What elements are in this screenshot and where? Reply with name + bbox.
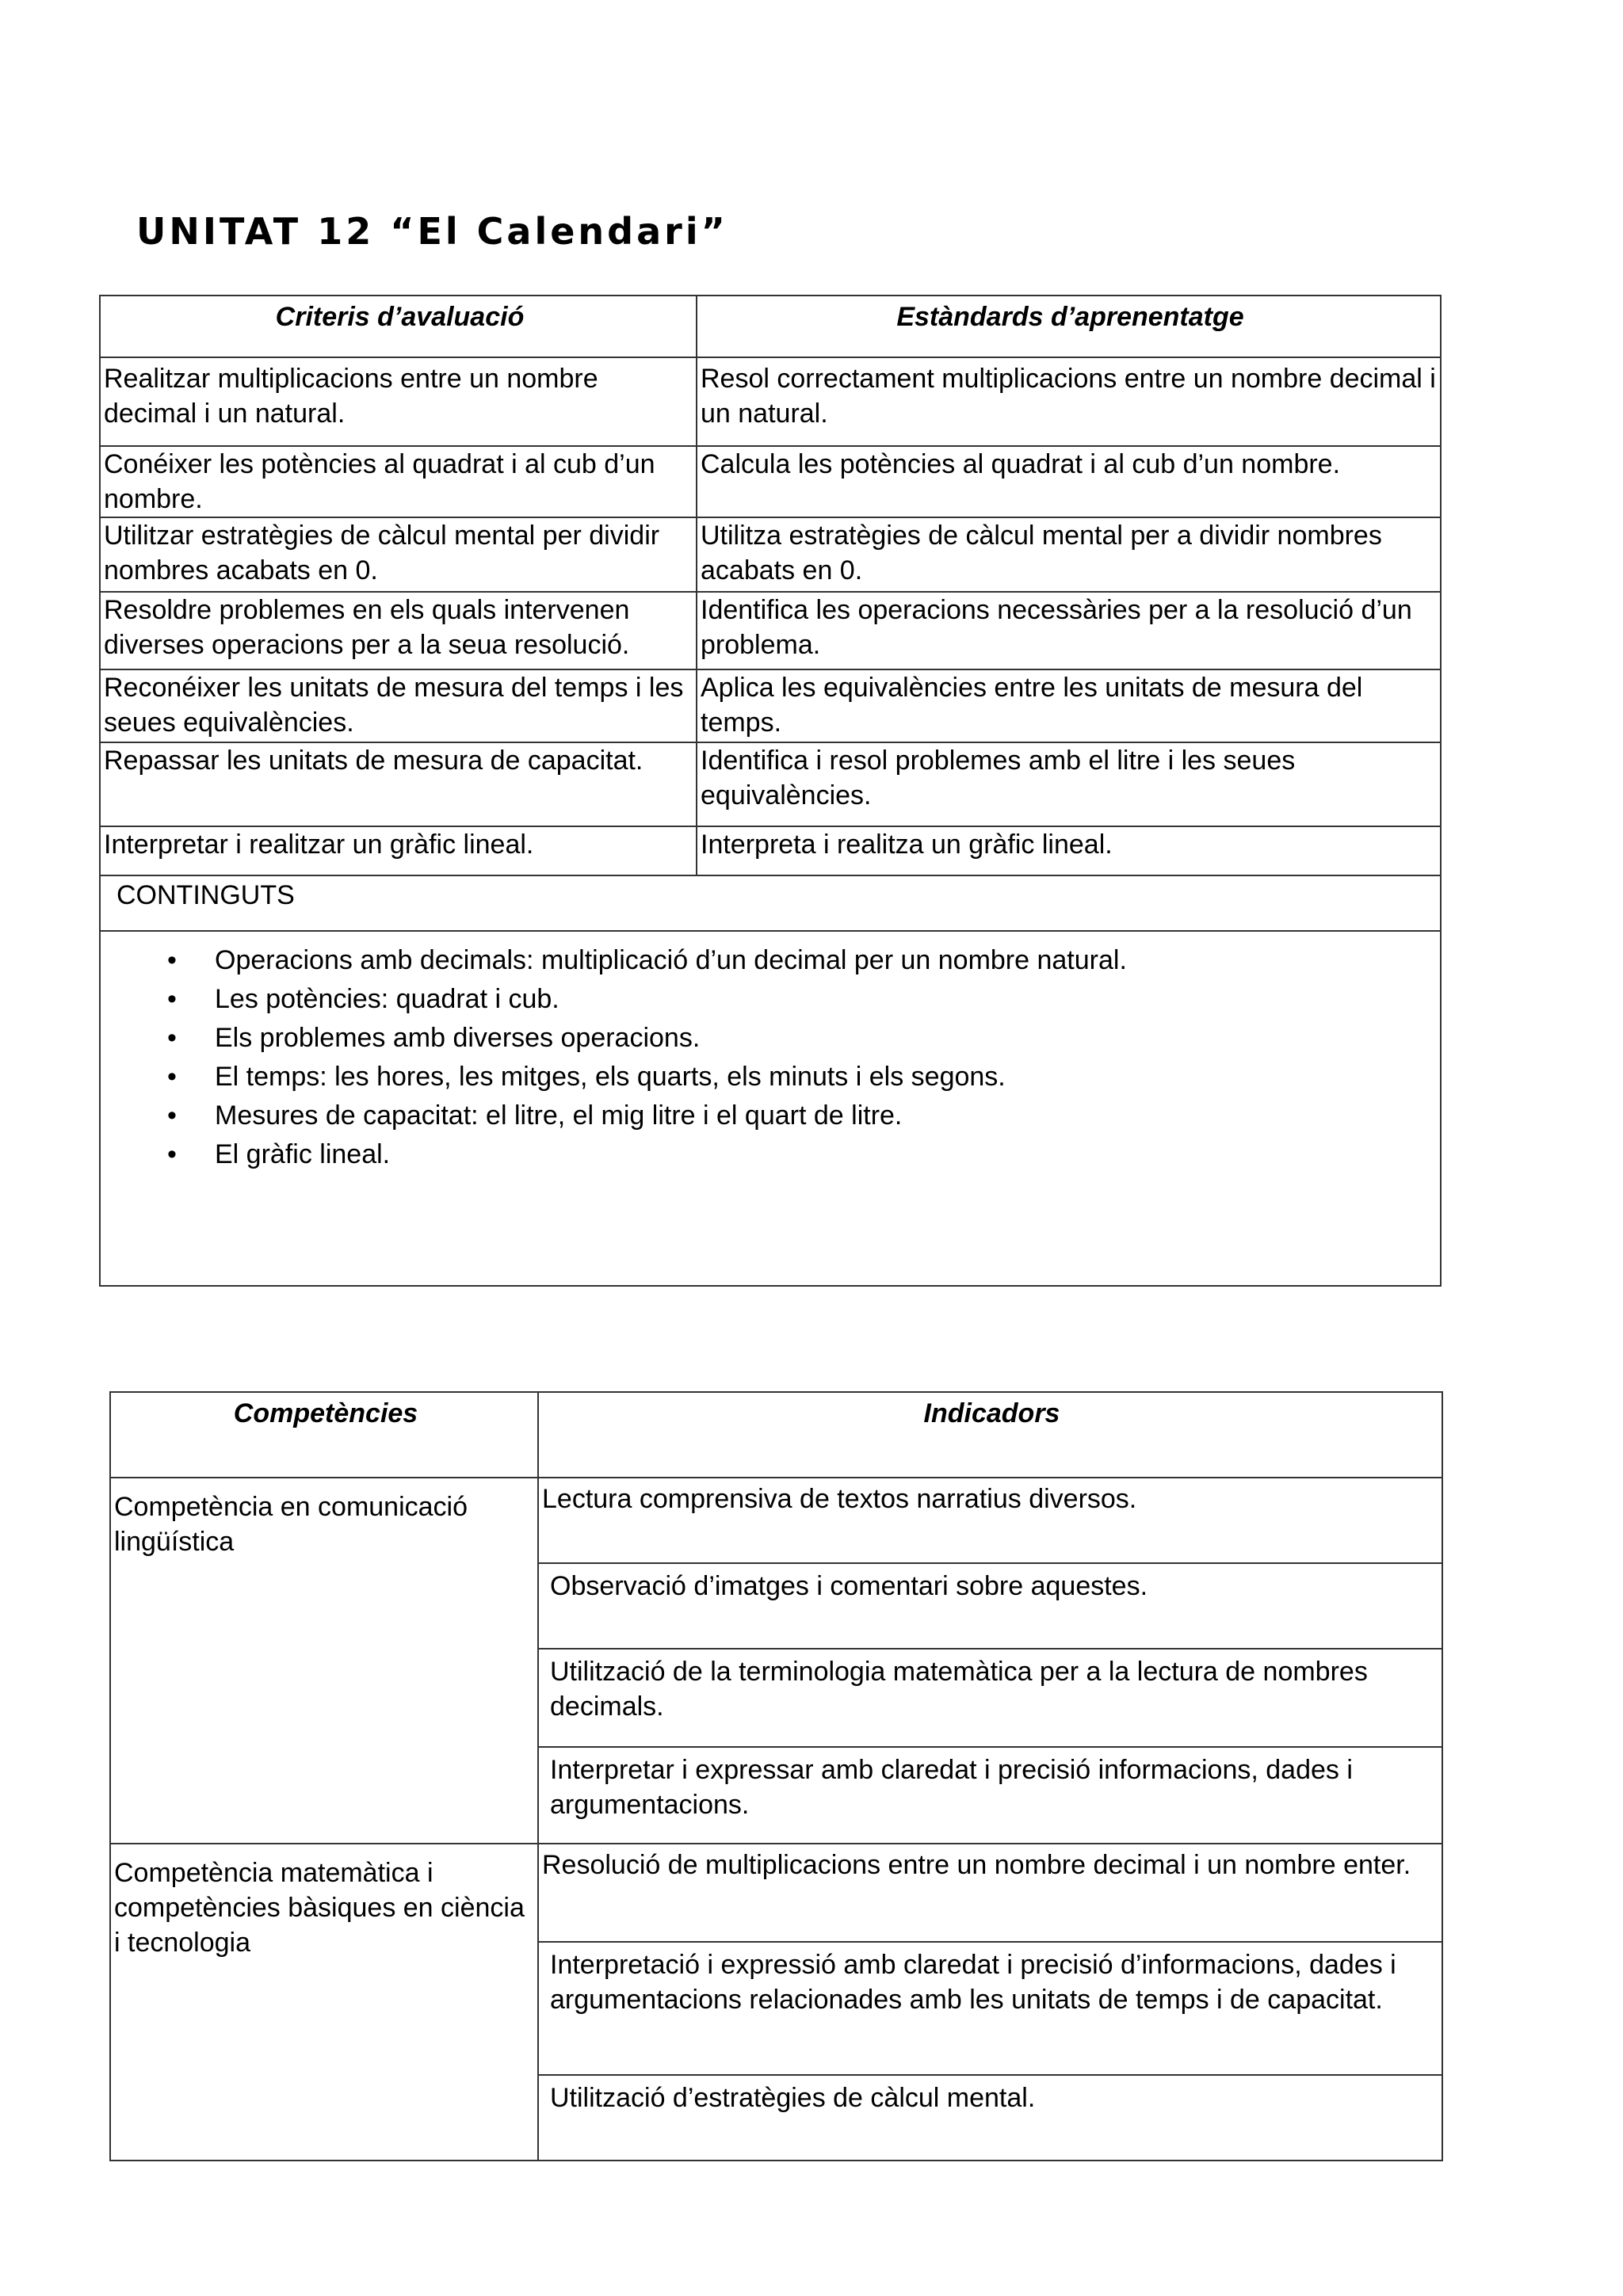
criteria-cell: Utilitzar estratègies de càlcul mental per dividir nombres acabats en 0. (100, 517, 697, 592)
criteria-table (99, 295, 1442, 1287)
indicator-cell: Observació d’imatges i comentari sobre aquestes. (538, 1563, 1442, 1649)
contents-label: CONTINGUTS (100, 875, 1441, 931)
list-item: • El temps: les hores, les mitges, els quarts, els minuts i els segons. (215, 1058, 1440, 1097)
standard-cell: Aplica les equivalències entre les unitats de mesura del temps. (697, 669, 1441, 742)
criteria-cell: Resoldre problemes en els quals intervenen diverses operacions per a la seua resolució. (100, 592, 697, 669)
table-header-row (110, 1392, 1442, 1478)
table-row (100, 517, 1441, 592)
standard-cell: Identifica les operacions necessàries per a la resolució d’un problema. (697, 592, 1441, 669)
page-title: UNITAT 12 “El Calendari” (136, 210, 728, 253)
criteria-cell: Reconéixer les unitats de mesura del temps i les seues equivalències. (100, 669, 697, 742)
list-item: • Les potències: quadrat i cub. (215, 980, 1440, 1019)
competence-cell: Competència en comunicació lingüística (110, 1478, 538, 1844)
list-item: • Mesures de capacitat: el litre, el mig litre i el quart de litre. (215, 1097, 1440, 1135)
table-row (110, 1844, 1442, 1942)
criteria-cell: Realitzar multiplicacions entre un nombre decimal i un natural. (100, 357, 697, 446)
table-row (100, 669, 1441, 742)
indicator-cell: Resolució de multiplicacions entre un nombre decimal i un nombre enter. (538, 1844, 1442, 1942)
list-item: • Els problemes amb diverses operacions. (215, 1019, 1440, 1058)
standard-cell: Identifica i resol problemes amb el litre i les seues equivalències. (697, 742, 1441, 826)
indicator-cell: Utilització d’estratègies de càlcul mental. (538, 2075, 1442, 2161)
standard-cell: Utilitza estratègies de càlcul mental per a dividir nombres acabats en 0. (697, 517, 1441, 592)
header-indicators: Indicadors (538, 1392, 1442, 1478)
standard-cell: Resol correctament multiplicacions entre un nombre decimal i un natural. (697, 357, 1441, 446)
header-standards: Estàndards d’aprenentatge (697, 296, 1441, 357)
table-row (110, 1478, 1442, 1563)
indicator-cell: Interpretació i expressió amb claredat i precisió d’informacions, dades i argumentacions relacionades amb les unitats de temps i de capacitat. (538, 1942, 1442, 2075)
indicator-cell: Utilització de la terminologia matemàtica per a la lectura de nombres decimals. (538, 1649, 1442, 1747)
table-row (100, 826, 1441, 875)
standard-cell: Calcula les potències al quadrat i al cub d’un nombre. (697, 446, 1441, 517)
table-header-row (100, 296, 1441, 357)
header-criteria: Criteris d’avaluació (100, 296, 697, 357)
criteria-cell: Interpretar i realitzar un gràfic lineal. (100, 826, 697, 875)
contents-header-row (100, 875, 1441, 931)
standard-cell: Interpreta i realitza un gràfic lineal. (697, 826, 1441, 875)
table-row (100, 742, 1441, 826)
criteria-cell: Conéixer les potències al quadrat i al cub d’un nombre. (100, 446, 697, 517)
indicator-cell: Lectura comprensiva de textos narratius diversos. (538, 1478, 1442, 1563)
table-row (100, 446, 1441, 517)
table-row (100, 592, 1441, 669)
competence-cell: Competència matemàtica i competències bàsiques en ciència i tecnologia (110, 1844, 538, 2161)
header-competences: Competències (110, 1392, 538, 1478)
contents-list (104, 941, 1440, 1174)
contents-row (100, 931, 1441, 1286)
criteria-cell: Repassar les unitats de mesura de capacitat. (100, 742, 697, 826)
list-item: • Operacions amb decimals: multiplicació d’un decimal per un nombre natural. (215, 941, 1440, 980)
table-row (100, 357, 1441, 446)
contents-cell (100, 931, 1441, 1286)
list-item: • El gràfic lineal. (215, 1135, 1440, 1174)
competences-table (109, 1391, 1443, 2161)
indicator-cell: Interpretar i expressar amb claredat i precisió informacions, dades i argumentacions. (538, 1747, 1442, 1844)
